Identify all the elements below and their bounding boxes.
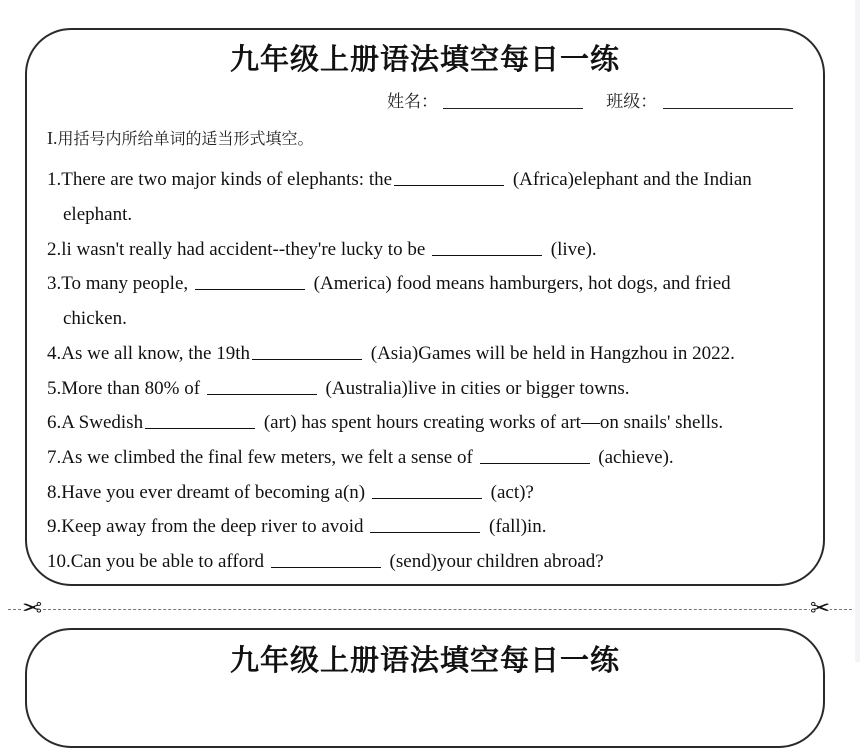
worksheet-card bbox=[25, 28, 825, 586]
scissors-icon: ✂ bbox=[810, 594, 831, 622]
page-edge-strip bbox=[855, 0, 860, 662]
name-label: 姓名： bbox=[387, 92, 438, 112]
answer-blank-2[interactable] bbox=[432, 237, 542, 256]
question-8: 8.Have you ever dreamt of becoming a(n) (act)? bbox=[47, 482, 534, 503]
answer-blank-9[interactable] bbox=[370, 514, 480, 533]
next-worksheet-card bbox=[25, 628, 825, 748]
question-1: 1.There are two major kinds of elephants: the (Africa)elephant and the Indian elephant. bbox=[47, 169, 752, 225]
question-4: 4.As we all know, the 19th (Asia)Games will be held in Hangzhou in 2022. bbox=[47, 343, 735, 364]
answer-blank-4[interactable] bbox=[252, 341, 362, 360]
question-7: 7.As we climbed the final few meters, we felt a sense of (achieve). bbox=[47, 447, 674, 468]
answer-blank-3[interactable] bbox=[195, 271, 305, 290]
section-numeral: I. bbox=[47, 128, 58, 148]
answer-blank-10[interactable] bbox=[271, 549, 381, 568]
name-field[interactable] bbox=[443, 90, 583, 109]
section-instruction-text: 用括号内所给单词的适当形式填空。 bbox=[57, 129, 314, 148]
answer-blank-8[interactable] bbox=[372, 480, 482, 499]
student-info-row bbox=[387, 87, 793, 112]
answer-blank-1[interactable] bbox=[394, 167, 504, 186]
question-2: 2.li wasn't really had accident--they're lucky to be (live). bbox=[47, 239, 597, 260]
question-9: 9.Keep away from the deep river to avoid (fall)in. bbox=[47, 516, 547, 537]
worksheet-title: 九年级上册语法填空每日一练 bbox=[229, 42, 620, 76]
section-instruction bbox=[47, 126, 314, 149]
answer-blank-5[interactable] bbox=[207, 376, 317, 395]
question-6: 6.A Swedish (art) has spent hours creating works of art—on snails' shells. bbox=[47, 412, 724, 433]
class-label: 班级： bbox=[606, 92, 658, 112]
next-worksheet-title: 九年级上册语法填空每日一练 bbox=[229, 643, 620, 677]
scissors-icon: ✂ bbox=[22, 594, 43, 622]
question-3: 3.To many people, (America) food means hamburgers, hot dogs, and fried chicken. bbox=[47, 273, 731, 329]
question-5: 5.More than 80% of (Australia)live in cities or bigger towns. bbox=[47, 378, 630, 399]
answer-blank-6[interactable] bbox=[145, 410, 255, 429]
cut-line-divider bbox=[8, 609, 852, 610]
class-field[interactable] bbox=[663, 90, 793, 109]
answer-blank-7[interactable] bbox=[480, 445, 590, 464]
question-10: 10.Can you be able to afford (send)your children abroad? bbox=[47, 551, 604, 572]
